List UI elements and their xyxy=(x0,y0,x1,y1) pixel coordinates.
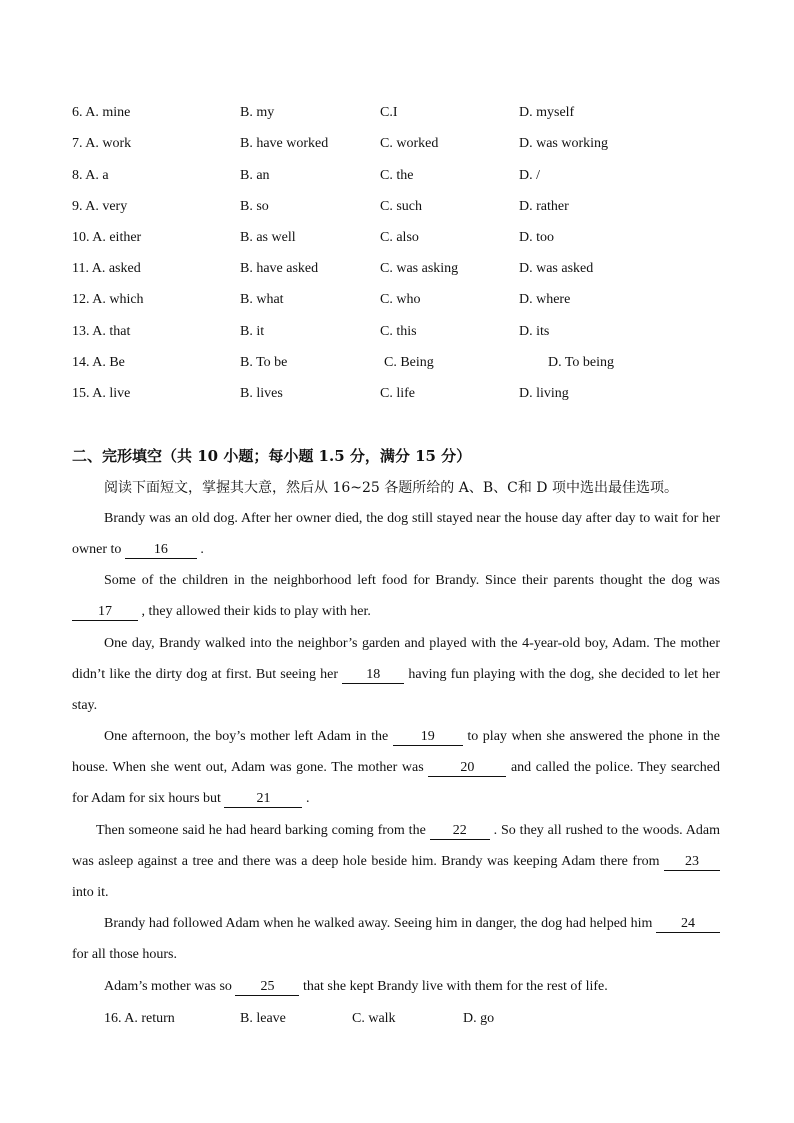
option-b: B. what xyxy=(240,292,284,307)
option-row-8 xyxy=(72,165,732,187)
option-b: B. To be xyxy=(240,355,288,370)
text: Some of the children in the neighborhood left food for Brandy. Since their parents thought the dog was xyxy=(104,573,720,588)
option-b: B. as well xyxy=(240,230,296,245)
option-b: B. so xyxy=(240,199,269,214)
text: into it. xyxy=(72,885,109,901)
text: that she kept Brandy live with them for the rest of life. xyxy=(302,979,608,994)
option-b: B. leave xyxy=(240,1011,286,1026)
text: . xyxy=(305,791,310,807)
passage-paragraph-5 xyxy=(72,815,720,909)
text: Brandy had followed Adam when he walked away. Seeing him in danger, the dog had helped him xyxy=(104,916,653,931)
option-a: 6. A. mine xyxy=(72,105,131,120)
option-a: 9. A. very xyxy=(72,199,128,214)
option-c: C. life xyxy=(380,386,415,401)
text: for all those hours. xyxy=(72,947,177,963)
blank-23: 23 xyxy=(664,854,720,871)
option-c: C. Being xyxy=(384,355,434,370)
blank-22: 22 xyxy=(430,823,490,840)
option-a: 16. A. return xyxy=(104,1011,175,1026)
blank-24: 24 xyxy=(656,916,720,933)
text: Then someone said he had heard barking coming from the xyxy=(96,823,426,838)
option-d: D. To being xyxy=(548,355,615,370)
passage-paragraph-2 xyxy=(72,565,720,627)
blank-20: 20 xyxy=(428,760,506,777)
option-c: C. such xyxy=(380,199,422,214)
blank-19: 19 xyxy=(393,729,463,746)
option-c: C. walk xyxy=(352,1011,396,1026)
option-c: C.I xyxy=(380,105,398,120)
text: One day, Brandy walked into the neighbor’s garden and played with the 4-year-old boy, Adam. The mother didn’t like the dirty dog at first. But seeing her xyxy=(72,636,720,683)
option-row-14 xyxy=(72,352,732,374)
blank-21: 21 xyxy=(224,791,302,808)
text: , they allowed their kids to play with her. xyxy=(141,604,371,620)
text: . xyxy=(200,542,204,558)
option-b: B. have asked xyxy=(240,261,319,276)
option-c: C. worked xyxy=(380,136,439,151)
option-c: C. was asking xyxy=(380,261,459,276)
option-row-16 xyxy=(104,1008,604,1030)
option-b: B. my xyxy=(240,105,275,120)
option-row-10 xyxy=(72,227,732,249)
option-d: D. was working xyxy=(519,136,609,151)
option-d: D. rather xyxy=(519,199,569,214)
option-row-7 xyxy=(72,133,732,155)
option-a: 12. A. which xyxy=(72,292,144,307)
text: having fun playing with the dog, she decided to let her stay. xyxy=(72,667,720,714)
option-c: C. this xyxy=(380,324,417,339)
option-b: B. lives xyxy=(240,386,283,401)
option-a: 10. A. either xyxy=(72,230,142,245)
option-d: D. too xyxy=(519,230,554,245)
passage-paragraph-3 xyxy=(72,628,720,722)
text: One afternoon, the boy’s mother left Adam in the xyxy=(104,729,389,744)
passage-paragraph-7 xyxy=(72,971,720,1002)
passage-paragraph-4 xyxy=(72,721,720,815)
section-heading: 二、完形填空（共 10 小题；每小题 1.5 分，满分 15 分） xyxy=(72,447,472,465)
option-b: B. an xyxy=(240,168,270,183)
blank-17: 17 xyxy=(72,604,138,621)
option-d: D. living xyxy=(519,386,569,401)
option-d: D. go xyxy=(463,1011,495,1026)
option-a: 14. A. Be xyxy=(72,355,125,370)
option-d: D. / xyxy=(519,168,540,183)
option-a: 8. A. a xyxy=(72,168,109,183)
option-row-13 xyxy=(72,321,732,343)
section-instruction: 阅读下面短文，掌握其大意，然后从 16~25 各题所给的 A、B、C和 D 项中选出最佳选项。 xyxy=(104,480,678,496)
option-row-6 xyxy=(72,102,732,124)
option-b: B. it xyxy=(240,324,265,339)
option-d: D. its xyxy=(519,324,550,339)
blank-18: 18 xyxy=(342,667,404,684)
option-a: 15. A. live xyxy=(72,386,131,401)
option-c: C. who xyxy=(380,292,421,307)
text: to play when she answered the phone in the house. When she went out, Adam was gone. The mother was xyxy=(72,729,721,776)
passage-paragraph-6 xyxy=(72,908,720,970)
option-a: 11. A. asked xyxy=(72,261,141,276)
option-row-12 xyxy=(72,289,732,311)
text: Brandy was an old dog. After her owner died, the dog still stayed near the house day after day to wait for her owner to xyxy=(72,511,720,558)
option-d: D. was asked xyxy=(519,261,594,276)
passage-paragraph-1 xyxy=(72,503,720,565)
option-d: D. myself xyxy=(519,105,575,120)
option-b: B. have worked xyxy=(240,136,329,151)
text: . So they all rushed to the woods. Adam was asleep against a tree and there was a deep hole beside him. Brandy was keeping Adam there from xyxy=(72,823,720,870)
option-row-15 xyxy=(72,383,732,405)
blank-25: 25 xyxy=(235,979,299,996)
option-c: C. also xyxy=(380,230,419,245)
text: Adam’s mother was so xyxy=(104,979,232,994)
option-row-9 xyxy=(72,196,732,218)
blank-16: 16 xyxy=(125,542,197,559)
option-d: D. where xyxy=(519,292,571,307)
option-a: 13. A. that xyxy=(72,324,131,339)
option-a: 7. A. work xyxy=(72,136,132,151)
option-row-11 xyxy=(72,258,732,280)
text: and called the police. They searched for Adam for six hours but xyxy=(72,760,720,807)
option-c: C. the xyxy=(380,168,414,183)
